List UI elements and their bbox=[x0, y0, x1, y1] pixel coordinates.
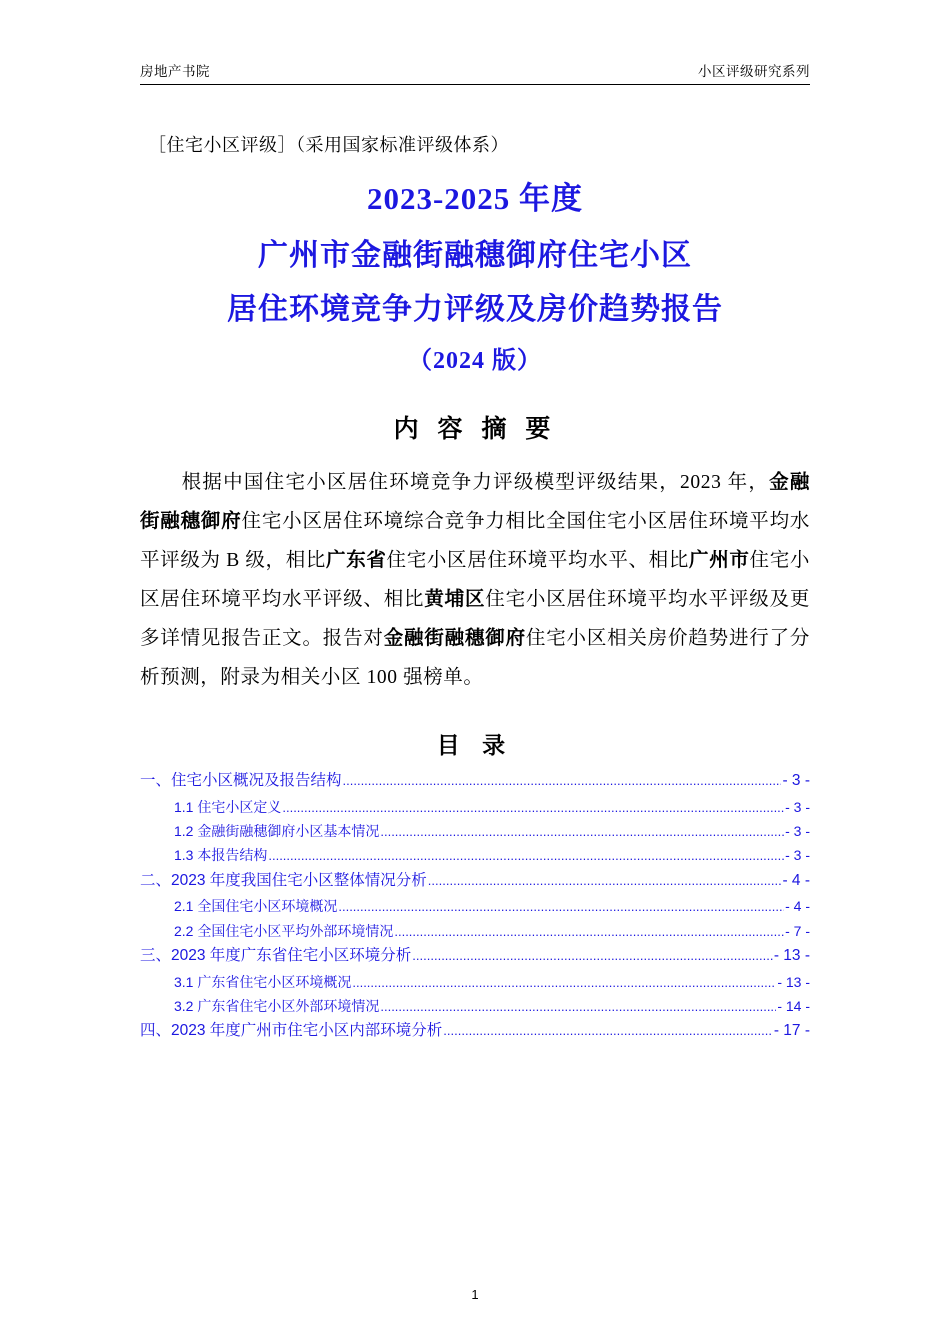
toc-entry-page: - 3 - bbox=[785, 798, 810, 815]
cover-title-edition: （2024 版） bbox=[408, 348, 542, 374]
toc-entry-label: 2.2 全国住宅小区平均外部环境情况 bbox=[174, 922, 394, 939]
toc-entry-page: - 3 - bbox=[785, 823, 810, 840]
toc-leader-dots bbox=[338, 896, 784, 918]
toc-entry[interactable] bbox=[140, 1018, 810, 1045]
toc-leader-dots bbox=[352, 972, 776, 994]
running-header bbox=[140, 60, 810, 85]
toc-entry-page: - 4 - bbox=[782, 871, 810, 889]
toc-leader-dots bbox=[394, 921, 784, 943]
toc-entry-label: 四、2023 年度广州市住宅小区内部环境分析 bbox=[140, 1022, 443, 1040]
toc-entry-page: - 17 - bbox=[773, 1022, 810, 1040]
abstract-paragraph bbox=[140, 463, 810, 697]
abstract-text-c: 住宅小区居住环境综合竞争力相比全国住宅小区居住环境平均水平评级为 B 级， bbox=[140, 511, 810, 571]
abstract-text-e: 广东省 bbox=[326, 550, 387, 571]
header-left-text: 房地产书院 bbox=[140, 64, 210, 79]
page-number: 1 bbox=[471, 1287, 479, 1302]
toc-entry[interactable] bbox=[140, 768, 810, 795]
cover-subtitle-bracket: ［住宅小区评级］（采用国家标准评级体系） bbox=[148, 135, 509, 155]
toc-leader-dots bbox=[282, 797, 784, 819]
abstract-text-f: 住宅小区居住环境平均水平、相比 bbox=[386, 550, 690, 571]
toc-entry-label: 三、2023 年度广东省住宅小区环境分析 bbox=[140, 947, 412, 965]
toc-entry-label: 1.1 住宅小区定义 bbox=[174, 798, 282, 815]
toc-heading: 目 录 bbox=[436, 732, 514, 758]
toc-entry-label: 2.1 全国住宅小区环境概况 bbox=[174, 898, 338, 915]
toc-entry[interactable] bbox=[140, 970, 810, 994]
toc-leader-dots bbox=[268, 845, 784, 867]
abstract-text-d: 相比 bbox=[285, 550, 327, 571]
toc-entry-page: - 13 - bbox=[773, 947, 810, 965]
toc-entry-page: - 7 - bbox=[785, 922, 810, 939]
toc-entry[interactable] bbox=[140, 843, 810, 867]
toc-entry-page: - 4 - bbox=[785, 898, 810, 915]
abstract-text-l: 住宅小区相关房价趋势进行了分析预测，附录为相关小区 100 强榜单。 bbox=[140, 628, 811, 688]
toc-entry-page: - 3 - bbox=[782, 772, 810, 789]
toc-entry-label: 3.1 广东省住宅小区环境概况 bbox=[174, 973, 352, 990]
toc-entry-label: 1.2 金融街融穗御府小区基本情况 bbox=[174, 823, 380, 840]
toc-entry-label: 3.2 广东省住宅小区外部环境情况 bbox=[174, 998, 380, 1015]
abstract-text-k: 金融街融穗御府 bbox=[383, 628, 526, 649]
toc-entry[interactable] bbox=[140, 819, 810, 843]
toc-entry[interactable] bbox=[140, 943, 810, 970]
toc-leader-dots bbox=[428, 870, 782, 892]
abstract-text-a: 根据中国住宅小区居住环境竞争力评级模型评级结果，2023 年， bbox=[180, 472, 770, 493]
toc-leader-dots bbox=[412, 945, 773, 967]
cover-title-year: 2023-2025 年度 bbox=[366, 181, 584, 216]
toc-entry-page: - 13 - bbox=[777, 973, 810, 990]
toc-leader-dots bbox=[443, 1020, 773, 1042]
abstract-text-g: 广州市 bbox=[689, 550, 750, 571]
toc-leader-dots bbox=[343, 770, 782, 792]
abstract-heading: 内 容 摘 要 bbox=[393, 415, 557, 443]
toc-entry[interactable] bbox=[140, 994, 810, 1018]
abstract-text-h: 住宅小区居住环境平均水平评级、相比 bbox=[140, 550, 810, 610]
cover-title-community: 广州市金融街融穗御府住宅小区 bbox=[258, 239, 692, 272]
toc-entry-page: - 3 - bbox=[785, 847, 810, 864]
abstract-text-b: 金融街融穗御府 bbox=[140, 472, 810, 532]
abstract-text-i: 黄埔区 bbox=[424, 589, 486, 610]
toc-entry-label: 二、2023 年度我国住宅小区整体情况分析 bbox=[140, 871, 427, 889]
toc-entry-label: 1.3 本报告结构 bbox=[174, 847, 268, 864]
toc-entry-page: - 14 - bbox=[777, 998, 810, 1015]
cover-title-report: 居住环境竞争力评级及房价趋势报告 bbox=[227, 293, 723, 326]
abstract-text-j: 住宅小区居住环境平均水平评级及更多详情见报告正文。报告对 bbox=[140, 589, 810, 649]
toc-leader-dots bbox=[380, 996, 776, 1018]
toc-entry[interactable] bbox=[140, 894, 810, 918]
toc-leader-dots bbox=[380, 821, 784, 843]
table-of-contents bbox=[140, 768, 810, 1045]
header-right-text: 小区评级研究系列 bbox=[698, 64, 810, 79]
page-footer bbox=[0, 1287, 950, 1302]
toc-entry[interactable] bbox=[140, 919, 810, 943]
cover-title-block bbox=[140, 173, 810, 375]
toc-entry[interactable] bbox=[140, 868, 810, 895]
toc-entry[interactable] bbox=[140, 795, 810, 819]
toc-entry-label: 一、住宅小区概况及报告结构 bbox=[140, 772, 342, 789]
